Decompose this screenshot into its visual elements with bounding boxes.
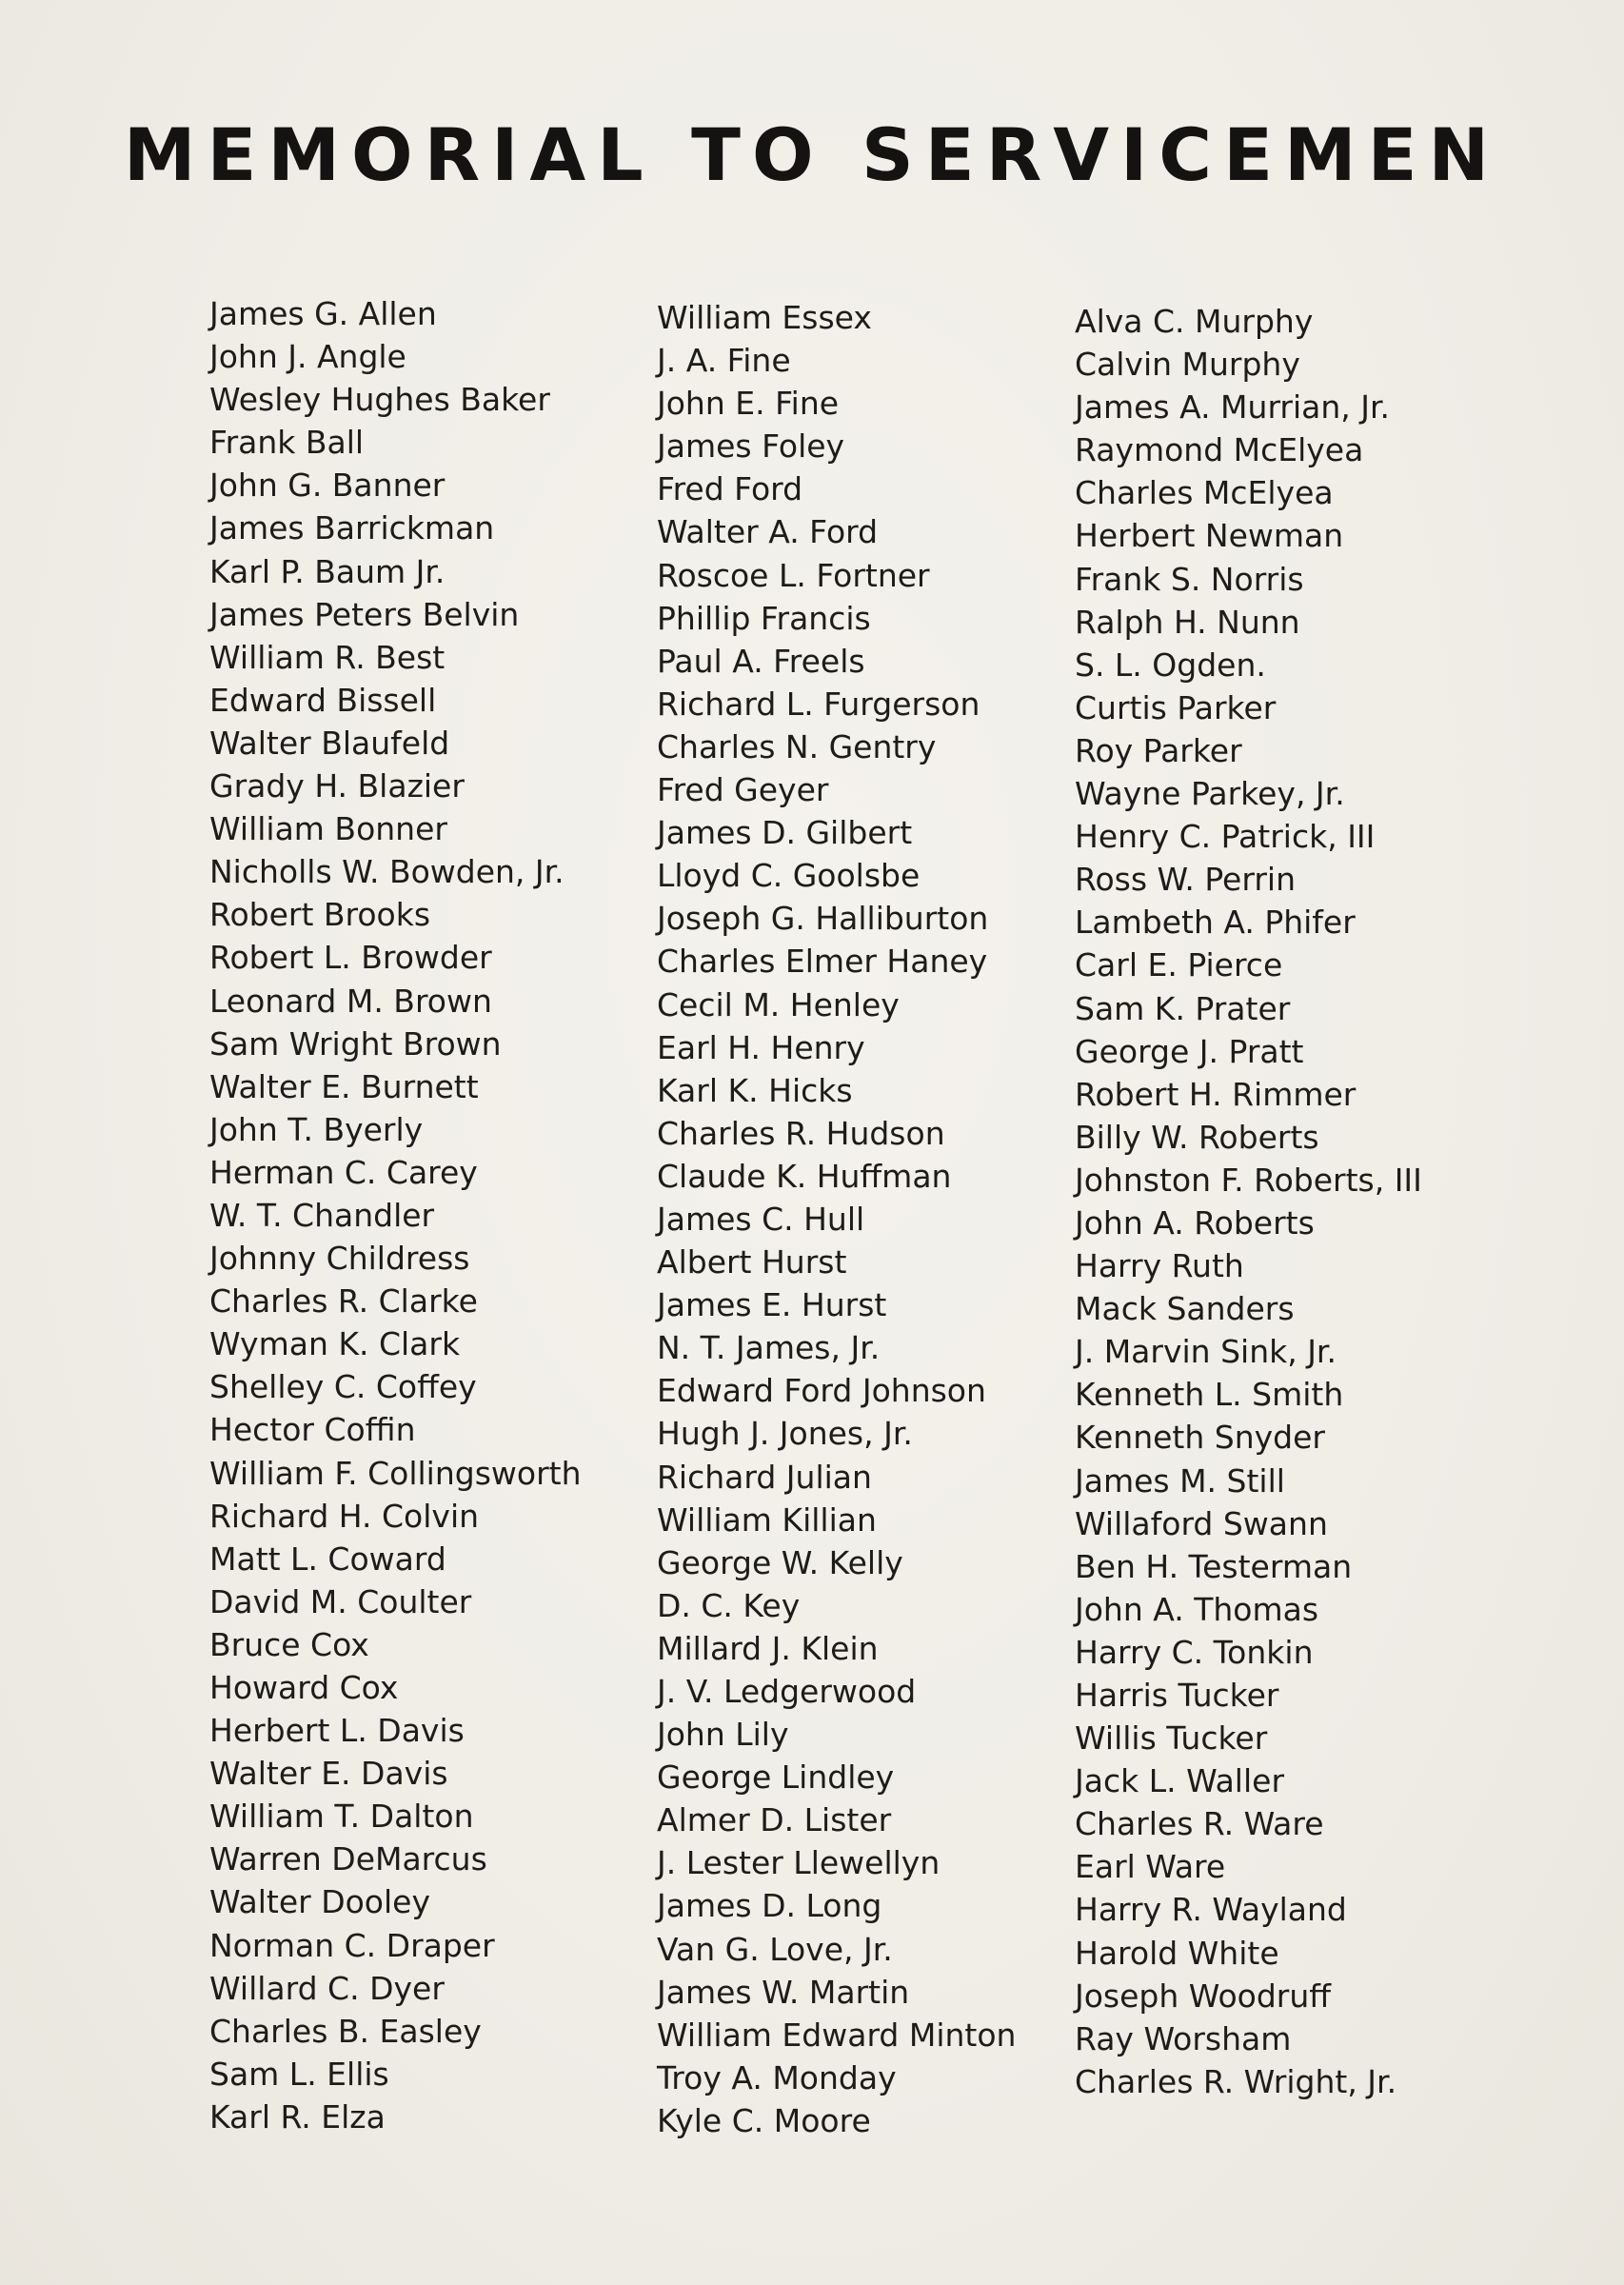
serviceman-name: John A. Thomas bbox=[1075, 1590, 1319, 1628]
serviceman-name: Harry Ruth bbox=[1075, 1247, 1244, 1285]
serviceman-name: William Edward Minton bbox=[657, 2016, 1017, 2054]
serviceman-name: Fred Geyer bbox=[657, 771, 829, 809]
serviceman-name: J. Lester Llewellyn bbox=[657, 1844, 941, 1882]
serviceman-name: Almer D. Lister bbox=[657, 1801, 892, 1839]
serviceman-name: Hugh J. Jones, Jr. bbox=[657, 1415, 913, 1453]
serviceman-name: Alva C. Murphy bbox=[1075, 303, 1314, 340]
serviceman-name: Lloyd C. Goolsbe bbox=[657, 857, 921, 895]
serviceman-name: Albert Hurst bbox=[657, 1243, 847, 1282]
serviceman-name: Raymond McElyea bbox=[1075, 431, 1364, 469]
serviceman-name: Shelley C. Coffey bbox=[209, 1368, 477, 1406]
serviceman-name: Claude K. Huffman bbox=[657, 1157, 952, 1195]
serviceman-name: James G. Allen bbox=[209, 295, 437, 332]
serviceman-name: Jack L. Waller bbox=[1075, 1762, 1285, 1800]
serviceman-name: Wyman K. Clark bbox=[209, 1325, 461, 1363]
serviceman-name: D. C. Key bbox=[657, 1586, 801, 1624]
serviceman-name: Roy Parker bbox=[1075, 731, 1242, 769]
serviceman-name: Howard Cox bbox=[209, 1669, 399, 1706]
serviceman-name: J. A. Fine bbox=[657, 342, 791, 380]
serviceman-name: James Foley bbox=[657, 427, 845, 466]
serviceman-name: William Essex bbox=[657, 299, 872, 336]
serviceman-name: James C. Hull bbox=[657, 1200, 865, 1238]
serviceman-name: Walter A. Ford bbox=[657, 513, 879, 551]
serviceman-name: Edward Ford Johnson bbox=[657, 1372, 986, 1410]
serviceman-name: Johnston F. Roberts, III bbox=[1075, 1161, 1422, 1199]
serviceman-name: Walter Blaufeld bbox=[209, 724, 450, 762]
serviceman-name: James A. Murrian, Jr. bbox=[1075, 388, 1391, 427]
serviceman-name: Harris Tucker bbox=[1075, 1677, 1279, 1714]
serviceman-name: Joseph G. Halliburton bbox=[657, 900, 989, 938]
serviceman-name: John A. Roberts bbox=[1075, 1203, 1315, 1242]
serviceman-name: John T. Byerly bbox=[209, 1110, 424, 1148]
page-title: MEMORIAL TO SERVICEMEN bbox=[123, 112, 1501, 197]
serviceman-name: James Peters Belvin bbox=[209, 595, 520, 633]
serviceman-name: Johnny Childress bbox=[209, 1240, 470, 1278]
serviceman-name: Roscoe L. Fortner bbox=[657, 556, 930, 594]
serviceman-name: Frank Ball bbox=[209, 424, 365, 462]
serviceman-name: Charles R. Ware bbox=[1075, 1805, 1324, 1843]
serviceman-name: S. L. Ogden. bbox=[1075, 646, 1266, 684]
serviceman-name: William Bonner bbox=[209, 810, 447, 848]
serviceman-name: Walter Dooley bbox=[209, 1883, 430, 1921]
serviceman-name: Henry C. Patrick, III bbox=[1075, 818, 1376, 856]
serviceman-name: Earl H. Henry bbox=[657, 1028, 865, 1066]
serviceman-name: Curtis Parker bbox=[1075, 688, 1277, 726]
serviceman-name: Richard Julian bbox=[657, 1458, 872, 1496]
serviceman-name: David M. Coulter bbox=[209, 1582, 472, 1620]
serviceman-name: Joseph Woodruff bbox=[1075, 1977, 1332, 2015]
serviceman-name: Willaford Swann bbox=[1075, 1504, 1328, 1542]
serviceman-name: Charles B. Easley bbox=[209, 2012, 482, 2050]
serviceman-name: Walter E. Davis bbox=[209, 1755, 448, 1793]
serviceman-name: George Lindley bbox=[657, 1758, 895, 1797]
serviceman-name: John G. Banner bbox=[209, 467, 446, 505]
serviceman-name: George W. Kelly bbox=[657, 1543, 903, 1581]
serviceman-name: Karl K. Hicks bbox=[657, 1071, 853, 1109]
serviceman-name: Ralph H. Nunn bbox=[1075, 603, 1300, 641]
serviceman-name: Ben H. Testerman bbox=[1075, 1547, 1353, 1585]
serviceman-name: James W. Martin bbox=[657, 1973, 910, 2011]
serviceman-name: Charles R. Hudson bbox=[657, 1114, 945, 1152]
serviceman-name: Robert H. Rimmer bbox=[1075, 1075, 1357, 1113]
serviceman-name: Sam L. Ellis bbox=[209, 2055, 389, 2093]
serviceman-name: William Killian bbox=[657, 1500, 877, 1539]
serviceman-name: Harry C. Tonkin bbox=[1075, 1633, 1314, 1671]
serviceman-name: Charles N. Gentry bbox=[657, 727, 937, 765]
serviceman-name: James E. Hurst bbox=[657, 1286, 887, 1324]
serviceman-name: Earl Ware bbox=[1075, 1848, 1226, 1886]
serviceman-name: Charles R. Clarke bbox=[209, 1282, 478, 1321]
serviceman-name: Herbert L. Davis bbox=[209, 1712, 465, 1750]
serviceman-name: Robert L. Browder bbox=[209, 939, 492, 977]
serviceman-name: Herbert Newman bbox=[1075, 517, 1344, 555]
serviceman-name: Charles Elmer Haney bbox=[657, 943, 988, 981]
serviceman-name: John Lily bbox=[657, 1716, 789, 1754]
serviceman-name: Kyle C. Moore bbox=[657, 2101, 871, 2139]
serviceman-name: Walter E. Burnett bbox=[209, 1067, 479, 1105]
serviceman-name: Robert Brooks bbox=[209, 896, 431, 934]
serviceman-name: James M. Still bbox=[1075, 1461, 1285, 1500]
serviceman-name: J. Marvin Sink, Jr. bbox=[1075, 1333, 1337, 1371]
serviceman-name: Phillip Francis bbox=[657, 599, 871, 637]
serviceman-name: Lambeth A. Phifer bbox=[1075, 904, 1356, 942]
serviceman-name: James Barrickman bbox=[209, 509, 495, 547]
serviceman-name: Kenneth Snyder bbox=[1075, 1419, 1325, 1457]
serviceman-name: Willis Tucker bbox=[1075, 1719, 1268, 1758]
serviceman-name: Richard H. Colvin bbox=[209, 1497, 480, 1535]
serviceman-name: Warren DeMarcus bbox=[209, 1840, 487, 1878]
serviceman-name: Wayne Parkey, Jr. bbox=[1075, 775, 1345, 813]
serviceman-name: Kenneth L. Smith bbox=[1075, 1376, 1344, 1414]
serviceman-name: Troy A. Monday bbox=[657, 2058, 897, 2096]
serviceman-name: Paul A. Freels bbox=[657, 642, 865, 680]
serviceman-name: Wesley Hughes Baker bbox=[209, 381, 550, 419]
serviceman-name: Karl R. Elza bbox=[209, 2097, 386, 2136]
serviceman-name: John J. Angle bbox=[209, 338, 406, 376]
serviceman-name: William T. Dalton bbox=[209, 1798, 474, 1836]
serviceman-name: Carl E. Pierce bbox=[1075, 946, 1283, 984]
name-column-3 bbox=[1075, 300, 1422, 2103]
serviceman-name: Ross W. Perrin bbox=[1075, 861, 1296, 899]
serviceman-name: Van G. Love, Jr. bbox=[657, 1930, 893, 1968]
serviceman-name: Harry R. Wayland bbox=[1075, 1891, 1347, 1929]
serviceman-name: Charles McElyea bbox=[1075, 474, 1334, 512]
name-column-2 bbox=[657, 296, 1016, 2142]
serviceman-name: William F. Collingsworth bbox=[209, 1454, 582, 1492]
serviceman-name: James D. Long bbox=[657, 1887, 882, 1925]
serviceman-name: Millard J. Klein bbox=[657, 1629, 879, 1667]
serviceman-name: Billy W. Roberts bbox=[1075, 1118, 1319, 1156]
serviceman-name: W. T. Chandler bbox=[209, 1196, 435, 1234]
serviceman-name: Norman C. Draper bbox=[209, 1926, 495, 1964]
serviceman-name: Ray Worsham bbox=[1075, 2019, 1292, 2057]
serviceman-name: George J. Pratt bbox=[1075, 1032, 1304, 1070]
serviceman-name: William R. Best bbox=[209, 638, 446, 676]
serviceman-name: Matt L. Coward bbox=[209, 1540, 446, 1578]
serviceman-name: Grady H. Blazier bbox=[209, 767, 465, 805]
serviceman-name: Edward Bissell bbox=[209, 681, 437, 719]
serviceman-name: Leonard M. Brown bbox=[209, 982, 492, 1020]
serviceman-name: Hector Coffin bbox=[209, 1411, 416, 1449]
serviceman-name: Harold White bbox=[1075, 1934, 1279, 1972]
serviceman-name: Cecil M. Henley bbox=[657, 985, 900, 1023]
serviceman-name: Fred Ford bbox=[657, 470, 803, 508]
name-column-1 bbox=[209, 292, 582, 2138]
serviceman-name: Richard L. Furgerson bbox=[657, 685, 980, 723]
serviceman-name: Willard C. Dyer bbox=[209, 1969, 445, 2007]
serviceman-name: John E. Fine bbox=[657, 385, 840, 423]
serviceman-name: J. V. Ledgerwood bbox=[657, 1673, 917, 1710]
serviceman-name: N. T. James, Jr. bbox=[657, 1329, 881, 1367]
serviceman-name: Nicholls W. Bowden, Jr. bbox=[209, 853, 564, 891]
serviceman-name: Bruce Cox bbox=[209, 1625, 369, 1663]
serviceman-name: Karl P. Baum Jr. bbox=[209, 552, 446, 590]
serviceman-name: Herman C. Carey bbox=[209, 1153, 478, 1191]
serviceman-name: James D. Gilbert bbox=[657, 814, 913, 852]
serviceman-name: Frank S. Norris bbox=[1075, 560, 1304, 598]
serviceman-name: Sam K. Prater bbox=[1075, 989, 1291, 1027]
serviceman-name: Mack Sanders bbox=[1075, 1290, 1295, 1328]
serviceman-name: Calvin Murphy bbox=[1075, 346, 1300, 384]
serviceman-name: Sam Wright Brown bbox=[209, 1024, 502, 1063]
serviceman-name: Charles R. Wright, Jr. bbox=[1075, 2062, 1397, 2100]
